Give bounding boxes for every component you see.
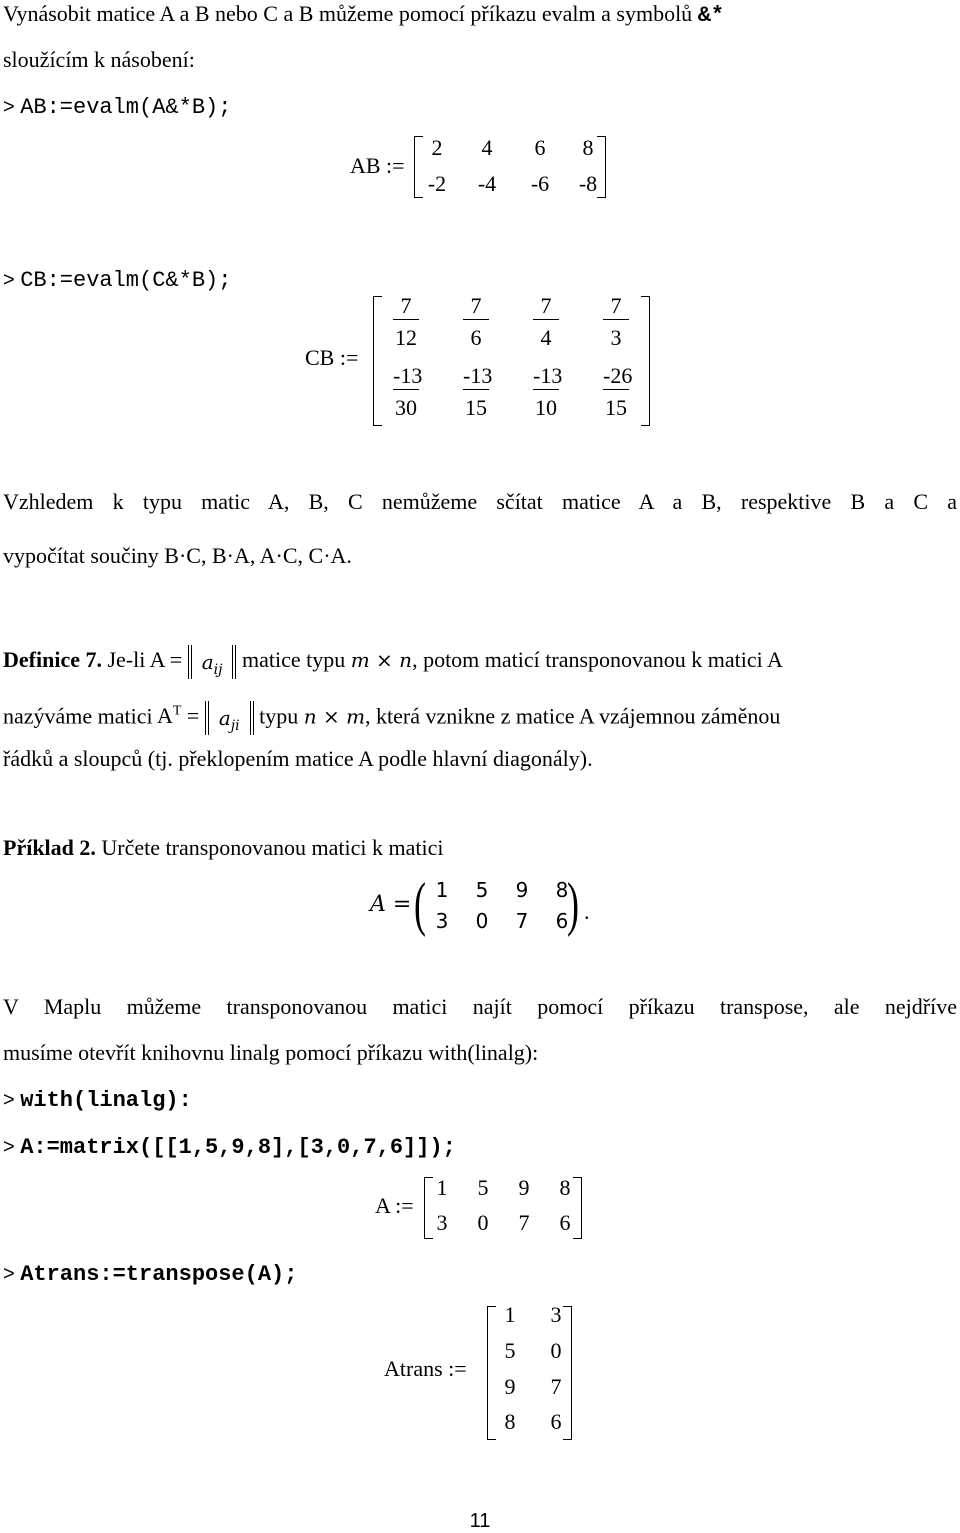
matrix-element-aij: $a_{ij}$ <box>201 650 223 678</box>
intro-text: Vynásobit matice A a B nebo C a B můžeme pomocí příkazu evalm a symbolů <box>3 1 693 26</box>
transpose-symbol: $A^T$ = <box>156 703 200 729</box>
matrix-cell: 7 <box>550 1374 562 1399</box>
command-code: Atrans:=transpose(A); <box>20 1262 298 1287</box>
matrix-cell: 7 <box>518 1210 530 1235</box>
intro-line-2 <box>3 48 957 72</box>
command-code: A:=matrix([[1,5,9,8],[3,0,7,6]]); <box>20 1135 456 1160</box>
maple-command-cb <box>3 267 957 293</box>
matrix-cell: 1 <box>435 878 449 902</box>
page-number: 11 <box>469 1510 491 1532</box>
right-bracket <box>641 296 650 426</box>
matrix-cell: 6 <box>534 135 546 160</box>
prompt-symbol: > <box>3 1263 15 1285</box>
matrix-cell: 5 <box>477 1175 489 1200</box>
command-code: with(linalg): <box>20 1088 192 1113</box>
matrix-cell: 8 <box>582 135 594 160</box>
matrix-cell: 6 <box>559 1210 571 1235</box>
matrix-fraction: $\frac{7}{6}$ <box>451 294 501 350</box>
matrix-element-aji: $a_{ji}$ <box>218 706 240 735</box>
matrix-cell: 5 <box>475 878 489 902</box>
intro-text-2: sloužícím k násobení: <box>3 47 195 72</box>
matrix-fraction: $\frac{-13}{10}$ <box>533 363 563 420</box>
matrix-cell: 8 <box>555 878 569 902</box>
matrix-label: AB := <box>350 153 405 178</box>
matrix-label: A = <box>370 892 412 917</box>
matrix-fraction: $\frac{7}{4}$ <box>521 294 571 350</box>
command-code: CB:=evalm(C&*B); <box>20 268 232 293</box>
matrix-cell: 2 <box>431 135 443 160</box>
matrix-cell: -6 <box>530 171 550 196</box>
matrix-cell: 3 <box>435 909 449 933</box>
example-line: Příklad 2. Určete transponovanou matici k matici <box>3 835 444 860</box>
example-heading: Příklad 2. <box>3 835 96 860</box>
maple-command-matrix <box>3 1134 957 1160</box>
paragraph-line: Vzhledem k typu matic A, B, C nemůžeme sčítat matice A a B, respektive B a C a <box>3 489 957 514</box>
matrix-cell: 5 <box>504 1338 516 1363</box>
matrix-fraction: $\frac{-13}{15}$ <box>463 363 493 420</box>
matrix-cell: -8 <box>578 171 598 196</box>
left-paren: ( <box>413 871 426 937</box>
matrix-cell: 6 <box>550 1409 562 1434</box>
matrix-label: CB := <box>305 345 359 370</box>
matrix-fraction: $\frac{-26}{15}$ <box>603 363 633 420</box>
matrix-cell: 9 <box>504 1374 516 1399</box>
prompt-symbol: > <box>3 1136 15 1158</box>
matrix-cell: -4 <box>477 171 497 196</box>
matrix-cell: 0 <box>550 1338 562 1363</box>
matrix-cell: 7 <box>515 909 529 933</box>
prompt-symbol: > <box>3 1089 15 1111</box>
intro-line-1 <box>3 2 957 28</box>
prompt-symbol: > <box>3 269 15 291</box>
definition-line-3: řádků a sloupců (tj. překlopením matice A podle hlavní diagonály). <box>3 746 593 771</box>
maple-command-with <box>3 1087 957 1113</box>
paragraph-line: vypočítat součiny B·C, B·A, A·C, C·A. <box>3 543 352 568</box>
matrix-cell: 4 <box>481 135 493 160</box>
paragraph-line: V Maplu můžeme transponovanou matici najít pomocí příkazu transpose, ale nejdříve <box>3 994 957 1019</box>
definition-line-2: nazýváme matici $A^T = a_{ji}$ typu n × m, která vznikne z matice A vzájemnou záměnou <box>3 697 957 735</box>
matrix-cell: 3 <box>436 1210 448 1235</box>
matrix-label: A := <box>375 1193 414 1218</box>
definition-heading: Definice 7. <box>3 647 102 673</box>
matrix-cell: 8 <box>559 1175 571 1200</box>
matrix-cell: 8 <box>504 1409 516 1434</box>
matrix-cell: 0 <box>475 909 489 933</box>
matrix-fraction: $\frac{7}{12}$ <box>395 293 417 350</box>
matrix-cell: 0 <box>477 1210 489 1235</box>
definition-line-1: Definice 7. Je-li $A = a_{ij}$ matice typu m × n, potom maticí transponovanou k matici A <box>3 645 957 679</box>
multiply-symbol: &* <box>697 3 725 28</box>
matrix-cell: -2 <box>427 171 447 196</box>
matrix-fraction: $\frac{7}{3}$ <box>591 294 641 350</box>
paragraph-line: musíme otevřít knihovnu linalg pomocí příkazu with(linalg): <box>3 1040 539 1065</box>
maple-command-transpose <box>3 1261 957 1287</box>
matrix-cell: 3 <box>550 1302 562 1327</box>
matrix-cell: 6 <box>555 909 569 933</box>
maple-command-ab <box>3 94 957 120</box>
matrix-cell: 1 <box>504 1302 516 1327</box>
matrix-cell: 9 <box>518 1175 530 1200</box>
matrix-fraction: $\frac{-13}{30}$ <box>393 363 423 420</box>
right-paren: ) <box>566 871 579 937</box>
command-code: AB:=evalm(A&*B); <box>20 95 232 120</box>
matrix-cell: 1 <box>436 1175 448 1200</box>
matrix-label: Atrans := <box>384 1356 467 1381</box>
matrix-cell: 9 <box>515 878 529 902</box>
prompt-symbol: > <box>3 96 15 118</box>
